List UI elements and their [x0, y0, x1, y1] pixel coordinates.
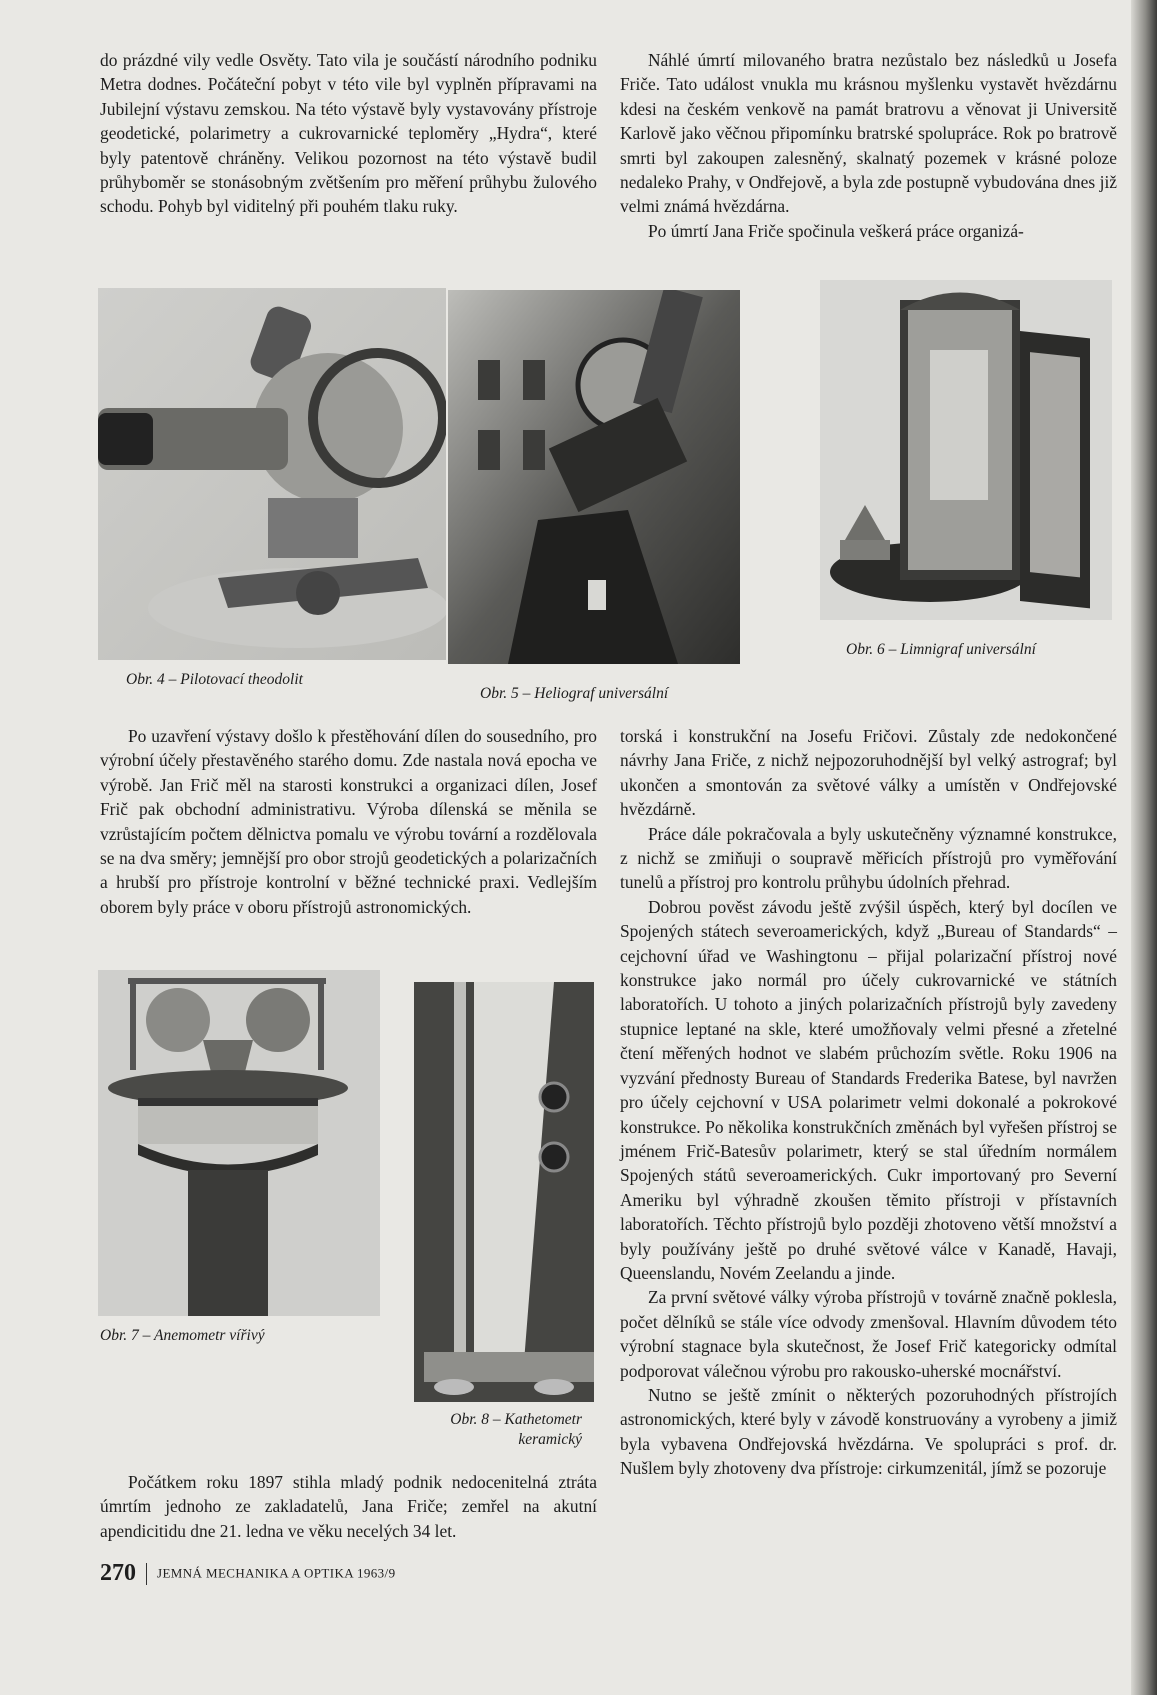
text-column-middle-left	[100, 724, 597, 919]
figure-8-photo	[414, 982, 594, 1402]
paragraph: torská i konstrukční na Josefu Fričovi. Zůstaly zde nedokončené návrhy Jana Friče, z nichž nejpozoruhodnější byl velký astrograf; byl ukončen a smontován za světové války a umístěn v Ondřejovské hvězdárně.	[620, 726, 1117, 820]
paragraph: Práce dále pokračovala a byly uskutečněny významné konstrukce, z nichž se zmiňuji o soupravě měřicích přístrojů pro vyměřování tunelů a přístroj pro kontrolu průhybu údolních přehrad.	[620, 823, 1117, 893]
figure-6-caption: Obr. 6 – Limnigraf universální	[846, 641, 1036, 658]
paragraph: Náhlé úmrtí milovaného bratra nezůstalo bez následků u Josefa Friče. Tato událost vnukla mu krásnou myšlenku vystavět hvězdárnu kdesi na českém venkově na památ bratrovu a věnovat ji Universitě Karlově jako věčnou připomínku bratrské spolupráce. Rok po bratrově smrti byl zakoupen zalesněný, skalnatý pozemek v krásné poloze nedaleko Prahy, v Ondřejově, a byla zde postupně vybudována dnes již velmi známá hvězdárna.	[620, 50, 1117, 217]
figure-8-caption-line: keramický	[518, 1431, 582, 1448]
page-number: 270	[100, 1560, 136, 1586]
text-column-top-right	[620, 48, 1117, 243]
figure-8-caption	[432, 1410, 582, 1450]
text-column-top-left	[100, 48, 597, 219]
footer-divider	[146, 1563, 147, 1585]
paragraph: Po úmrtí Jana Friče spočinula veškerá práce organizá-	[648, 220, 1024, 241]
paragraph: do prázdné vily vedle Osvěty. Tato vila je součástí národního podniku Metra dodnes. Počáteční pobyt v této vile byl vyplněn přípravami na Jubilejní výstavu zemskou. Na této výstavě byly vystavovány přístroje geodetické, polarimetry a cukrovarnické teploměry „Hydra“, které byly patentově chráněny. Velikou pozornost na této výstavě budil průhyboměr se stonásobným zvětšením pro měření průhybu žulového schodu. Pohyb byl viditelný při pouhém tlaku ruky.	[100, 50, 597, 217]
paragraph: Za první světové války výroba přístrojů v továrně značně poklesla, počet dělníků se stále více odvody zmenšoval. Hlavním důvodem této výrobní stagnace byla skutečnost, že Josef Frič kategoricky odmítal podporovat válečnou výrobu pro rakousko-uherské mocnářství.	[620, 1287, 1117, 1381]
page-footer	[100, 1560, 395, 1587]
journal-title: JEMNÁ MECHANIKA A OPTIKA 1963/9	[157, 1565, 396, 1581]
paragraph: Dobrou pověst závodu ještě zvýšil úspěch, který byl docílen ve Spojených státech severoamerických, když „Bureau of Standards“ – cejchovní úřad ve Washingtonu – přijal polarizační přístroj nové konstrukce jako normál pro účely cukrovarnické ve státních laboratořích. U tohoto a jiných polarizačních přístrojů byly zavedeny stupnice leptané na skle, které umožňovaly velmi přesné a zřetelné čtení měřených hodnot ve slabém průchozím světle. Roku 1906 na vyzvání přednosty Bureau of Standards Frederika Batese, byl navržen pro účely cejchovní v USA polarimetr velmi dokonalé a pokrokové konstrukce. Po několika konstrukčních změnách byl vyřešen přístroj se jménem Frič-Batesův polarimetr, který se stal úředním normálem Spojených států severoamerických. Cukr importovaný pro Severní Ameriku byl výhradně zkoušen těmito přístroji v přístavních laboratořích. Těchto přístrojů bylo později zhotoveno větší množství a byly používány ještě po druhé světové válce v Kanadě, Havaji, Queenslandu, Novém Zeelandu a jinde.	[620, 896, 1117, 1283]
paragraph: Nutno se ještě zmínit o některých pozoruhodných přístrojích astronomických, které byly v závodě konstruovány a vyrobeny a jimiž byla vybavena Ondřejovská hvězdárna. Ve spolupráci s prof. dr. Nušlem byly zhotoveny dva přístroje: cirkumzenitál, jímž se pozoruje	[620, 1384, 1117, 1479]
figure-4-photo	[98, 288, 446, 660]
figure-7-photo	[98, 970, 380, 1316]
page-edge-shadow	[1131, 0, 1157, 1695]
figure-5-caption: Obr. 5 – Heliograf universální	[480, 685, 669, 702]
text-column-right	[620, 724, 1117, 1481]
text-column-bottom-left	[100, 1470, 597, 1543]
figure-7-caption: Obr. 7 – Anemometr vířivý	[100, 1327, 265, 1344]
figure-5-photo	[448, 290, 740, 664]
figure-4-caption: Obr. 4 – Pilotovací theodolit	[126, 671, 303, 688]
paragraph: Po uzavření výstavy došlo k přestěhování dílen do sousedního, pro výrobní účely přestavěného starého domu. Zde nastala nová epocha ve výrobě. Jan Frič měl na starosti konstrukci a organizaci dílen, Josef Frič pak obchodní administrativu. Výroba dílenská se měnila se vzrůstajícím počtem dělnictva pomalu ve výrobu tovární a rozdělovala se na dva směry; jemnější pro obor strojů geodetických a polarizačních a hrubší pro přístroje kontrolní v běžné technické praxi. Vedlejším oborem byly práce v oboru přístrojů astronomických.	[100, 726, 597, 917]
paragraph: Počátkem roku 1897 stihla mladý podnik nedocenitelná ztráta úmrtím jednoho ze zakladatelů, Jana Friče; zemřel na akutní apendicitidu dne 21. ledna ve věku necelých 34 let.	[100, 1472, 597, 1541]
figure-6-photo	[820, 280, 1112, 620]
figure-8-caption-line: Obr. 8 – Kathetometr	[450, 1411, 582, 1428]
